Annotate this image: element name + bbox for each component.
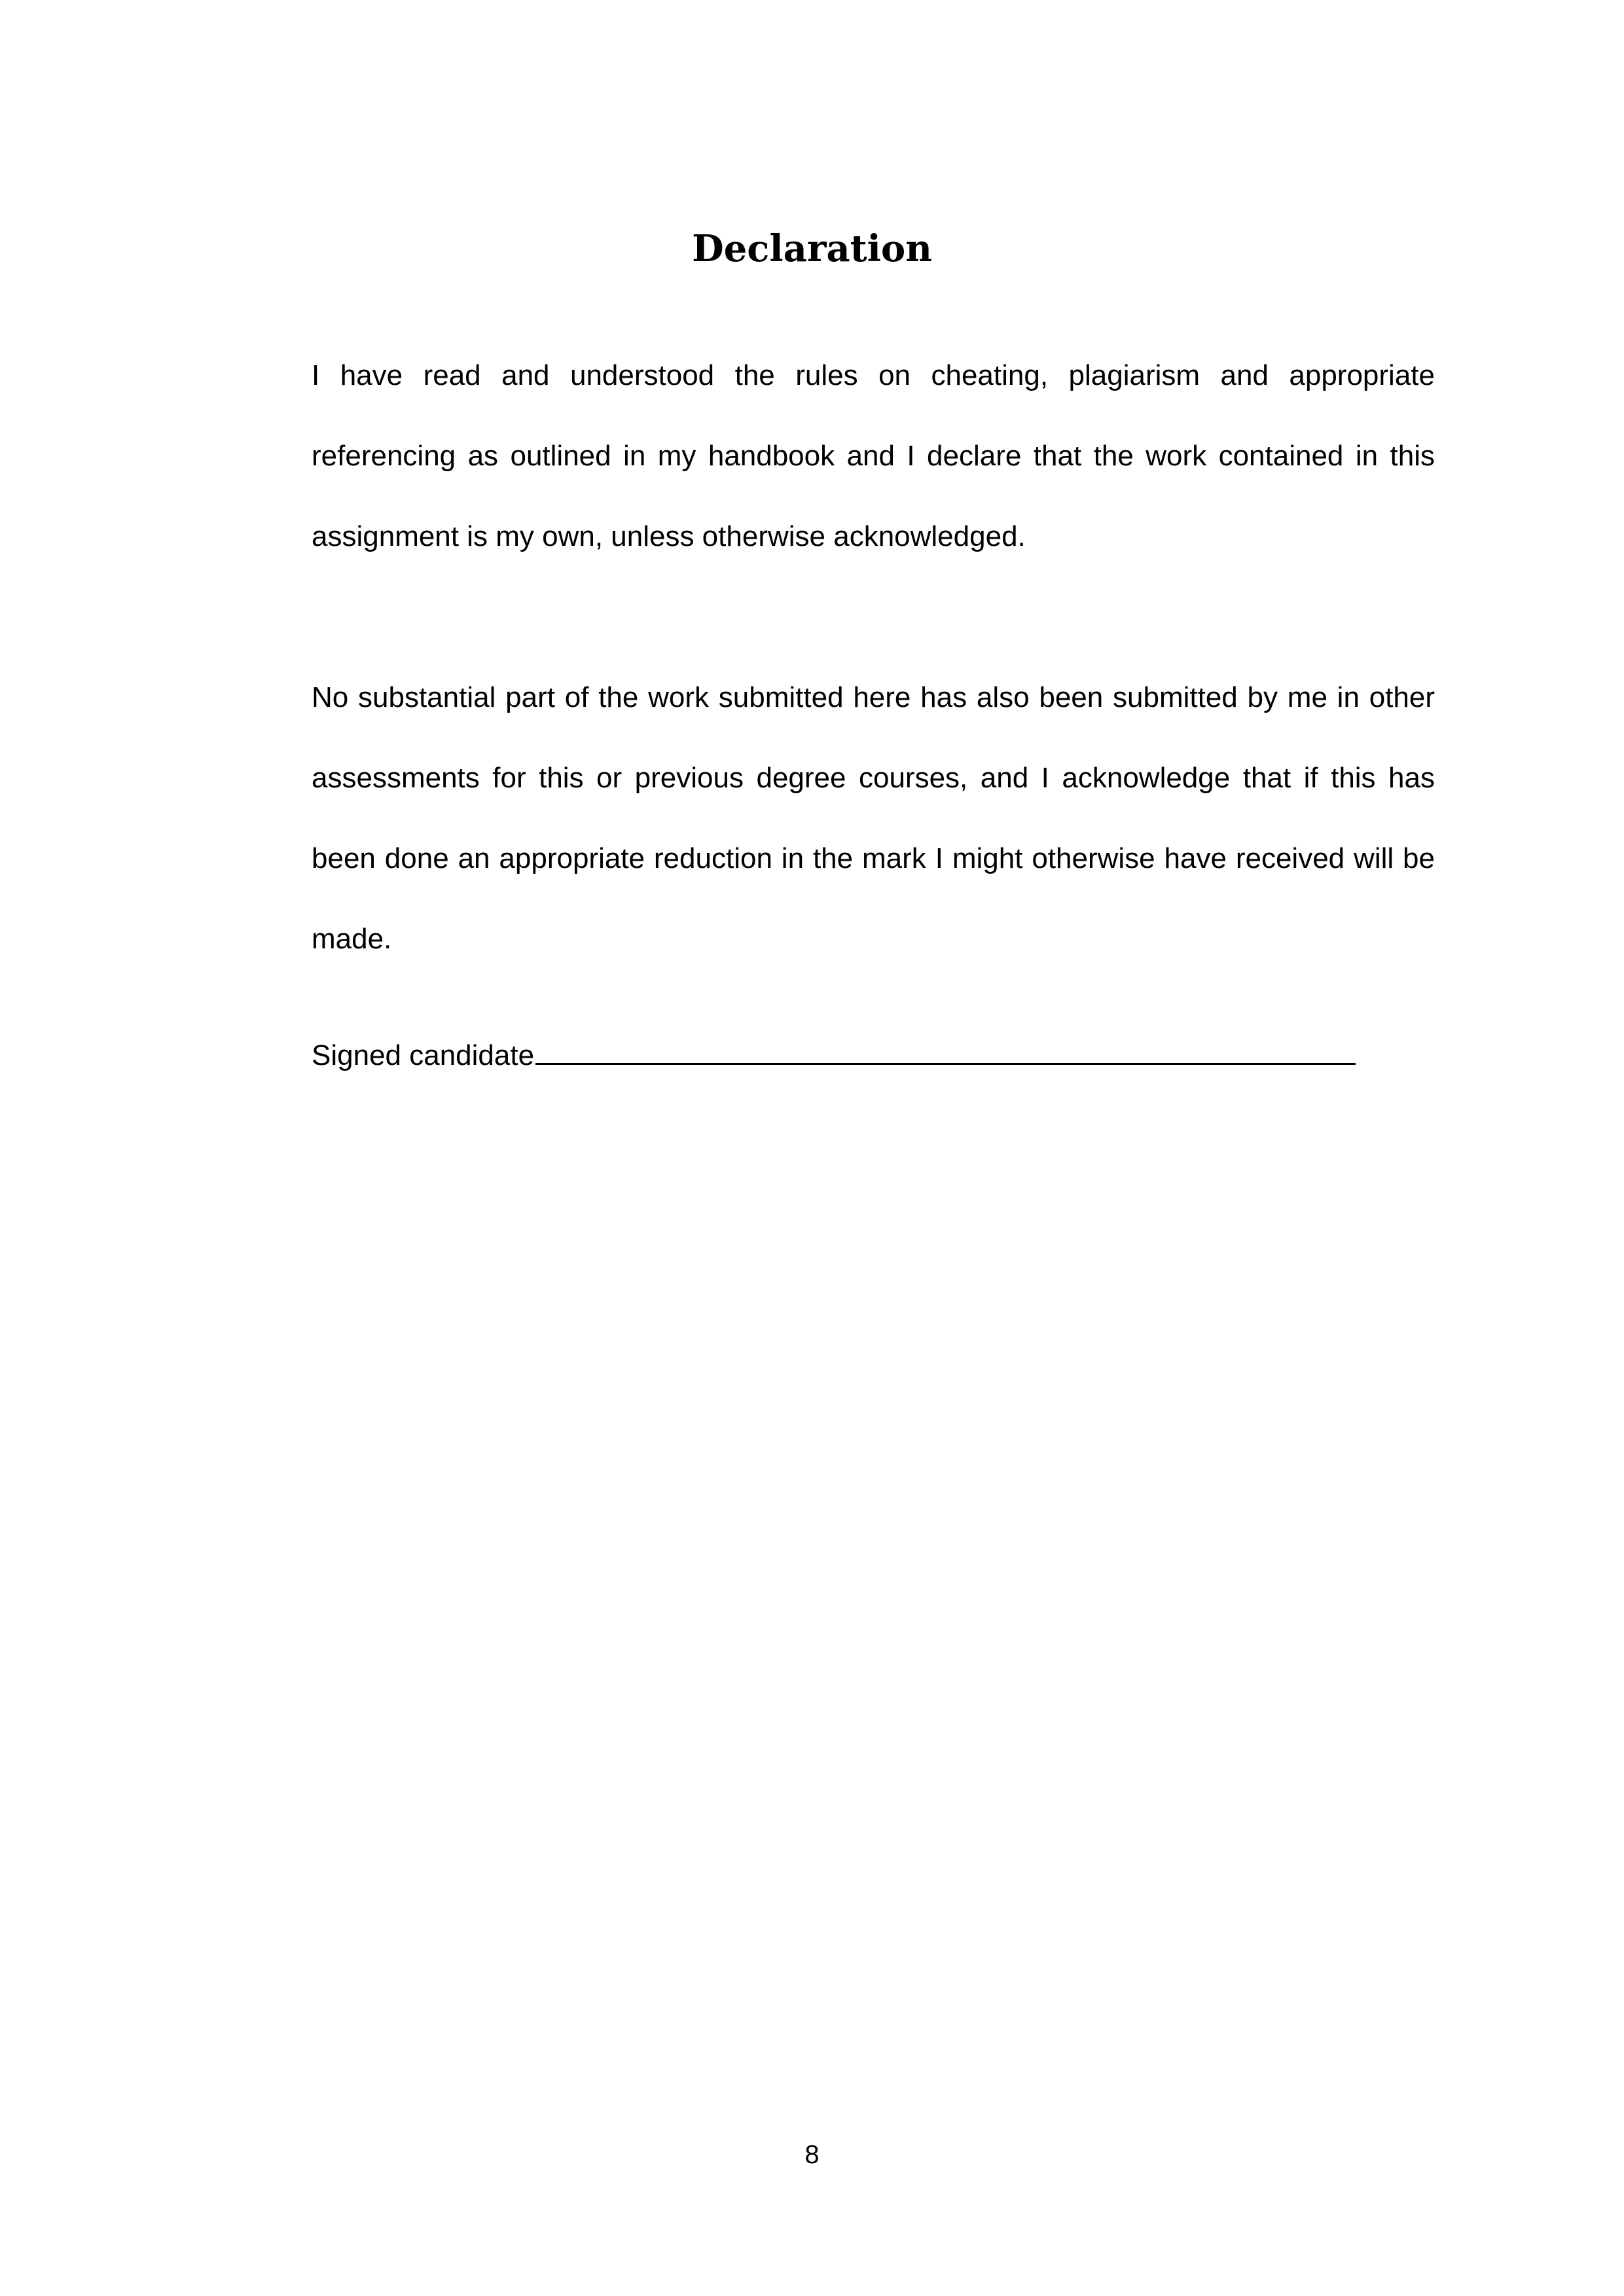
signature-label: Signed candidate	[312, 1039, 535, 1071]
declaration-paragraph-2: No substantial part of the work submitted here has also been submitted by me in other assessments for this or previous degree courses, and I acknowledge that if this has been done an appropriate reduction in the mark I might otherwise have received will be made.	[312, 681, 1435, 955]
page-title: Declaration	[692, 227, 932, 270]
page-number: 8	[804, 2140, 820, 2169]
signature-line	[312, 1033, 1356, 1079]
signature-blank	[535, 1063, 1356, 1065]
declaration-paragraph-1: I have read and understood the rules on cheating, plagiarism and appropriate referencing as outlined in my handbook and I declare that the work contained in this assignment is my own, unless otherwise acknowledged.	[312, 359, 1435, 552]
